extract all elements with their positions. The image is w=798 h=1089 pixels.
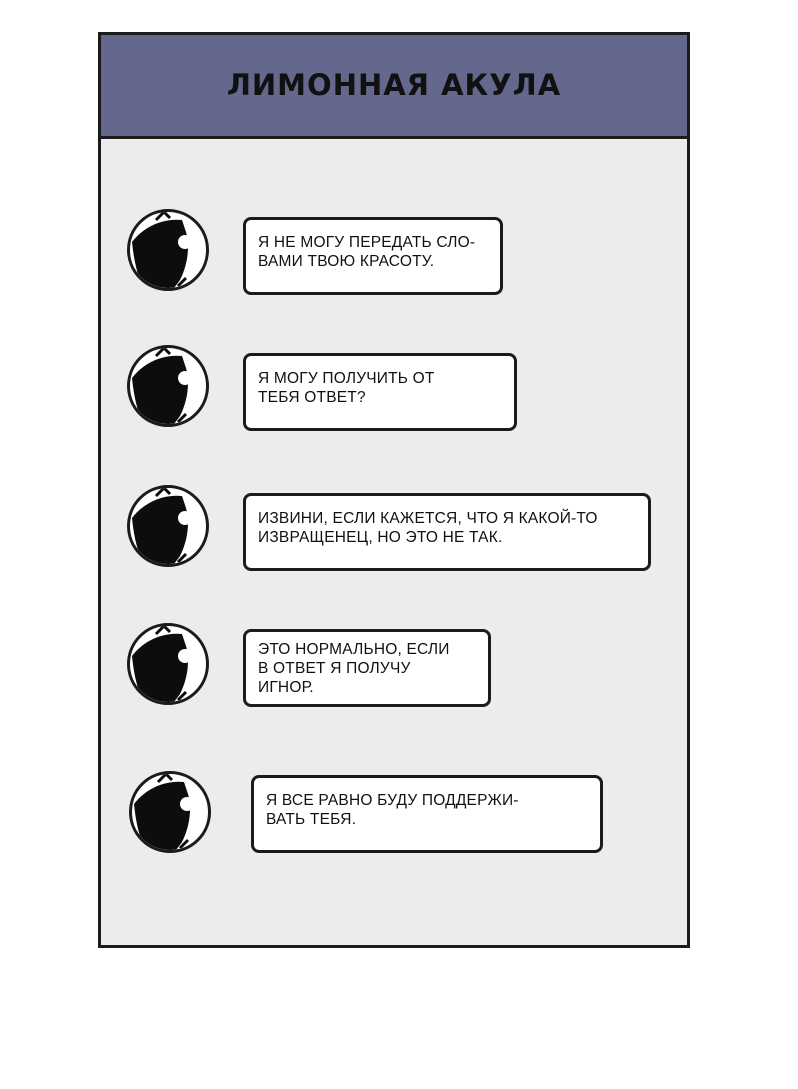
message-row: [101, 483, 687, 573]
message-text: ИЗВИНИ, ЕСЛИ КАЖЕТСЯ, ЧТО Я КАКОЙ-ТО ИЗВРАЩЕНЕЦ, НО ЭТО НЕ ТАК.: [258, 510, 598, 546]
message-row: [101, 207, 687, 297]
message-row: [101, 767, 687, 857]
silhouette-avatar-icon: [130, 348, 206, 424]
message-bubble: [251, 775, 603, 853]
silhouette-avatar-icon[interactable]: [127, 209, 209, 291]
message-text: Я НЕ МОГУ ПЕРЕДАТЬ СЛО- ВАМИ ТВОЮ КРАСОТУ.: [258, 234, 476, 270]
silhouette-avatar-icon[interactable]: [127, 345, 209, 427]
message-row: [101, 619, 687, 709]
silhouette-avatar-icon[interactable]: [127, 623, 209, 705]
chat-title: ЛИМОННАЯ АКУЛА: [226, 67, 562, 102]
silhouette-avatar-icon: [130, 212, 206, 288]
message-row: [101, 343, 687, 433]
silhouette-avatar-icon: [130, 626, 206, 702]
silhouette-avatar-icon: [130, 488, 206, 564]
message-text: ЭТО НОРМАЛЬНО, ЕСЛИ В ОТВЕТ Я ПОЛУЧУ ИГНОР.: [258, 641, 450, 696]
silhouette-avatar-icon: [132, 774, 208, 850]
message-bubble: [243, 629, 491, 707]
silhouette-avatar-icon[interactable]: [129, 771, 211, 853]
message-bubble: [243, 217, 503, 295]
message-bubble: [243, 353, 517, 431]
chat-screen: [98, 32, 690, 948]
message-text: Я МОГУ ПОЛУЧИТЬ ОТ ТЕБЯ ОТВЕТ?: [258, 370, 435, 406]
message-bubble: [243, 493, 651, 571]
message-text: Я ВСЕ РАВНО БУДУ ПОДДЕРЖИ- ВАТЬ ТЕБЯ.: [266, 792, 519, 828]
chat-header: [101, 35, 687, 139]
silhouette-avatar-icon[interactable]: [127, 485, 209, 567]
